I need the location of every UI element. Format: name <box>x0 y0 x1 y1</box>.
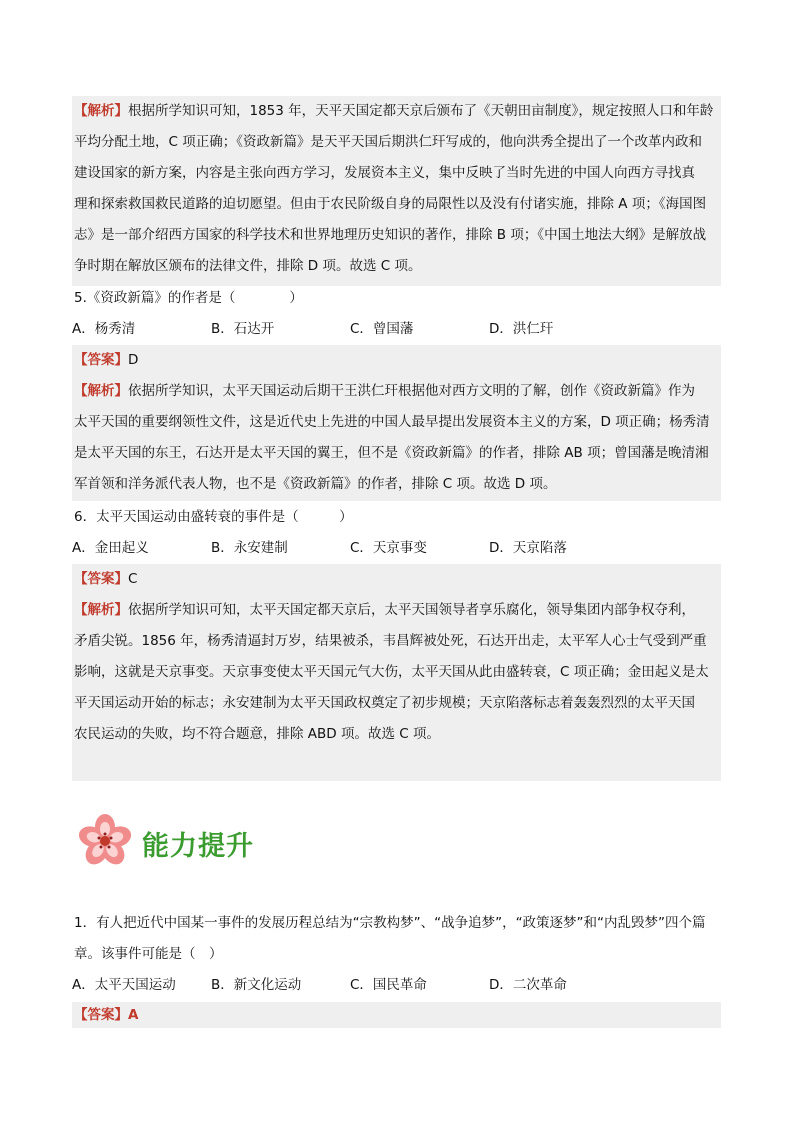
analysis-tag: 【解析】 <box>74 103 128 119</box>
answer-tag: 【答案】 <box>74 352 128 368</box>
option-d: D．二次革命 <box>489 977 567 993</box>
analysis-line: 争时期在解放区颁布的法律文件，排除 D 项。故选 C 项。 <box>74 258 422 274</box>
analysis-line: 农民运动的失败，均不符合题意，排除 ABD 项。故选 C 项。 <box>74 726 440 742</box>
option-d: D．洪仁玕 <box>489 321 554 337</box>
option-c: C．曾国藩 <box>350 321 414 337</box>
answer-block-1 <box>72 1002 721 1028</box>
analysis-line: 矛盾尖锐。1856 年，杨秀清逼封万岁，结果被杀，韦昌辉被处死，石达开出走，太平军人心士气受到严重 <box>74 633 707 649</box>
answer-line <box>72 345 721 376</box>
analysis-line: 影响，这就是天京事变。天京事变使太平天国元气大伤，太平天国从此由盛转衰，C 项正确；金田起义是太 <box>74 664 709 680</box>
analysis-line: 太平天国的重要纲领性文件，这是近代史上先进的中国人最早提出发展资本主义的方案，D 项正确；杨秀清 <box>74 414 710 430</box>
analysis-line: 是太平天国的东王，石达开是太平天国的翼王，但不是《资政新篇》的作者，排除 AB 项；曾国藩是晚清湘 <box>74 445 709 461</box>
answer-block-5 <box>72 345 721 501</box>
analysis-line: 【解析】依据所学知识可知，太平天国定都天京后，太平天国领导者享乐腐化，领导集团内部争权夺利， <box>74 602 695 618</box>
question-text: 章。该事件可能是（ ） <box>74 946 223 962</box>
question-6 <box>72 502 721 564</box>
question-text: 5.《资政新篇》的作者是（ ） <box>74 290 303 306</box>
answer-block-6 <box>72 564 721 781</box>
options-row <box>72 314 721 345</box>
option-b: B．永安建制 <box>211 540 288 556</box>
answer-tag: 【答案】 <box>74 1007 128 1023</box>
answer-value: D <box>128 352 139 368</box>
section-title: 能力提升 <box>142 830 254 862</box>
answer-value: C <box>128 571 138 587</box>
analysis-line: 志》是一部介绍西方国家的科学技术和世界地理历史知识的著作，排除 B 项；《中国土地法大纲》是解放战 <box>74 227 707 243</box>
options-row <box>72 533 721 564</box>
option-c: C．国民革命 <box>350 977 427 993</box>
option-b: B．石达开 <box>211 321 275 337</box>
analysis-line: 平天国运动开始的标志；永安建制为太平天国政权奠定了初步规模；天京陷落标志着轰轰烈烈的太平天国 <box>74 695 695 711</box>
analysis-tag: 【解析】 <box>74 383 128 399</box>
option-a: A．金田起义 <box>72 540 149 556</box>
analysis-line: 军首领和洋务派代表人物，也不是《资政新篇》的作者，排除 C 项。故选 D 项。 <box>74 476 557 492</box>
answer-line <box>72 1002 721 1028</box>
option-a: A．杨秀清 <box>72 321 136 337</box>
answer-line <box>72 564 721 595</box>
question-5 <box>72 283 721 345</box>
analysis-line: 【解析】依据所学知识，太平天国运动后期干王洪仁玕根据他对西方文明的了解，创作《资政新篇》作为 <box>74 383 695 399</box>
options-row <box>72 970 721 1001</box>
analysis-line: 建设国家的新方案，内容是主张向西方学习，发展资本主义，集中反映了当时先进的中国人向西方寻找真 <box>74 165 695 181</box>
analysis-line: 平均分配土地，C 项正确；《资政新篇》是天平天国后期洪仁玕写成的，他向洪秀全提出了一个改革内政和 <box>74 134 702 150</box>
analysis-line: 【解析】根据所学知识可知，1853 年，天平天国定都天京后颁布了《天朝田亩制度》，规定按照人口和年龄 <box>74 103 714 119</box>
question-text: 1．有人把近代中国某一事件的发展历程总结为“宗教构梦”、“战争追梦”，“政策逐梦”和“内乱毁梦”四个篇 <box>74 915 706 931</box>
option-c: C．天京事变 <box>350 540 427 556</box>
analysis-tag: 【解析】 <box>74 602 128 618</box>
analysis-block-1 <box>72 96 721 286</box>
section-heading <box>76 812 254 874</box>
question-text: 6．太平天国运动由盛转衰的事件是（ ） <box>74 509 353 525</box>
question-1 <box>72 908 721 1001</box>
answer-tag: 【答案】 <box>74 571 128 587</box>
answer-value: A <box>128 1007 139 1023</box>
option-a: A．太平天国运动 <box>72 977 176 993</box>
analysis-line: 理和探索救国救民道路的迫切愿望。但由于农民阶级自身的局限性以及没有付诸实施，排除 A 项；《海国图 <box>74 196 707 212</box>
plum-blossom-icon <box>76 812 134 874</box>
option-d: D．天京陷落 <box>489 540 567 556</box>
option-b: B．新文化运动 <box>211 977 302 993</box>
